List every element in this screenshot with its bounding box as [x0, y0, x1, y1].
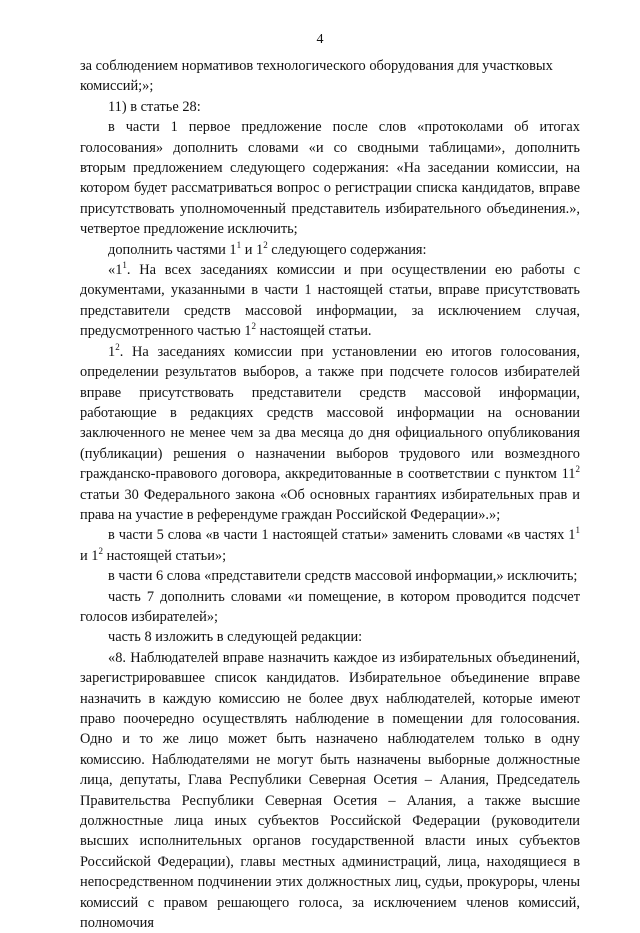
- para-add-parts: дополнить частями $1^1$ и $1^2$ следующего содержания:: [108, 239, 427, 258]
- para-8: «8. Наблюдателей вправе назначить каждое из избирательных объединений, зарегистрировавшее список кандидатов. Избирательное объединение вправе назначить в каждую комиссию не более двух наблюдателей, которые имеют право поочередно осуществлять наблюдение в помещении для голосования. Одно и то же лицо может быть назначено наблюдателем только в одну комиссию. Наблюдателями не могут быть назначены выборные должностные лица, депутаты, Глава Республики Северная Осетия – Алания, Председатель Правительства Республики Северная Осетия – Алания, а также высшие должностные лица иных субъектов Российской Федерации (руководители высших исполнительных органов государственной власти иных субъектов Российской Федерации), главы местных администраций, лица, находящиеся в непосредственном подчинении этих должностных лиц, судьи, прокуроры, члены комиссий с правом решающего голоса, за исключением членов комиссий, полномочия: [80, 649, 580, 932]
- para-part1: в части 1 первое предложение после слов «протоколами об итогах голосования» дополнить словами «и со сводными таблицами», дополнить вторым предложением следующего содержания: «На заседании комиссии, на котором будет рассматриваться вопрос о регистрации списка кандидатов, вправе присутствовать уполномоченный представитель избирательного объединения.», четвертое предложение исключить;: [80, 119, 580, 238]
- para-part6: в части 6 слова «представители средств массовой информации,» исключить;: [108, 568, 578, 585]
- document-body: [80, 56, 580, 933]
- para-part5: в части 5 слова «в части 1 настоящей статьи» заменить словами «в частях $1^1$ и $1^2$ настоящей статьи»;: [80, 525, 580, 564]
- para-1-2: $1^2$. На заседаниях комиссии при установлении ею итогов голосования, определении результатов выборов, а также при подсчете голосов избирателей вправе присутствовать представители средств массовой информации, работающие в редакциях средств массовой информации на основании заключенного не менее чем за два месяца до дня официального опубликования (публикации) решения о назначении выборов трудового или возмездного гражданско-правового договора, аккредитованные в соответствии с пунктом $11^2$ статьи 30 Федерального закона «Об основных гарантиях избирательных прав и права на участие в референдуме граждан Российской Федерации».»;: [80, 341, 580, 523]
- para-item-11: 11) в статье 28:: [108, 98, 201, 115]
- para-part8-intro: часть 8 изложить в следующей редакции:: [108, 629, 363, 646]
- para-1-1: «$1^1$. На всех заседаниях комиссии и при осуществлении ею работы с документами, указанными в части 1 настоящей статьи, вправе присутствовать представители средств массовой информации, за исключением случая, предусмотренного частью $1^2$ настоящей статьи.: [80, 260, 580, 340]
- para-cont: за соблюдением нормативов технологического оборудования для участковых комиссий;»;: [80, 58, 553, 95]
- para-part7: часть 7 дополнить словами «и помещение, в котором проводится подсчет голосов избирателей»;: [80, 588, 580, 625]
- page-number: 4: [316, 32, 324, 47]
